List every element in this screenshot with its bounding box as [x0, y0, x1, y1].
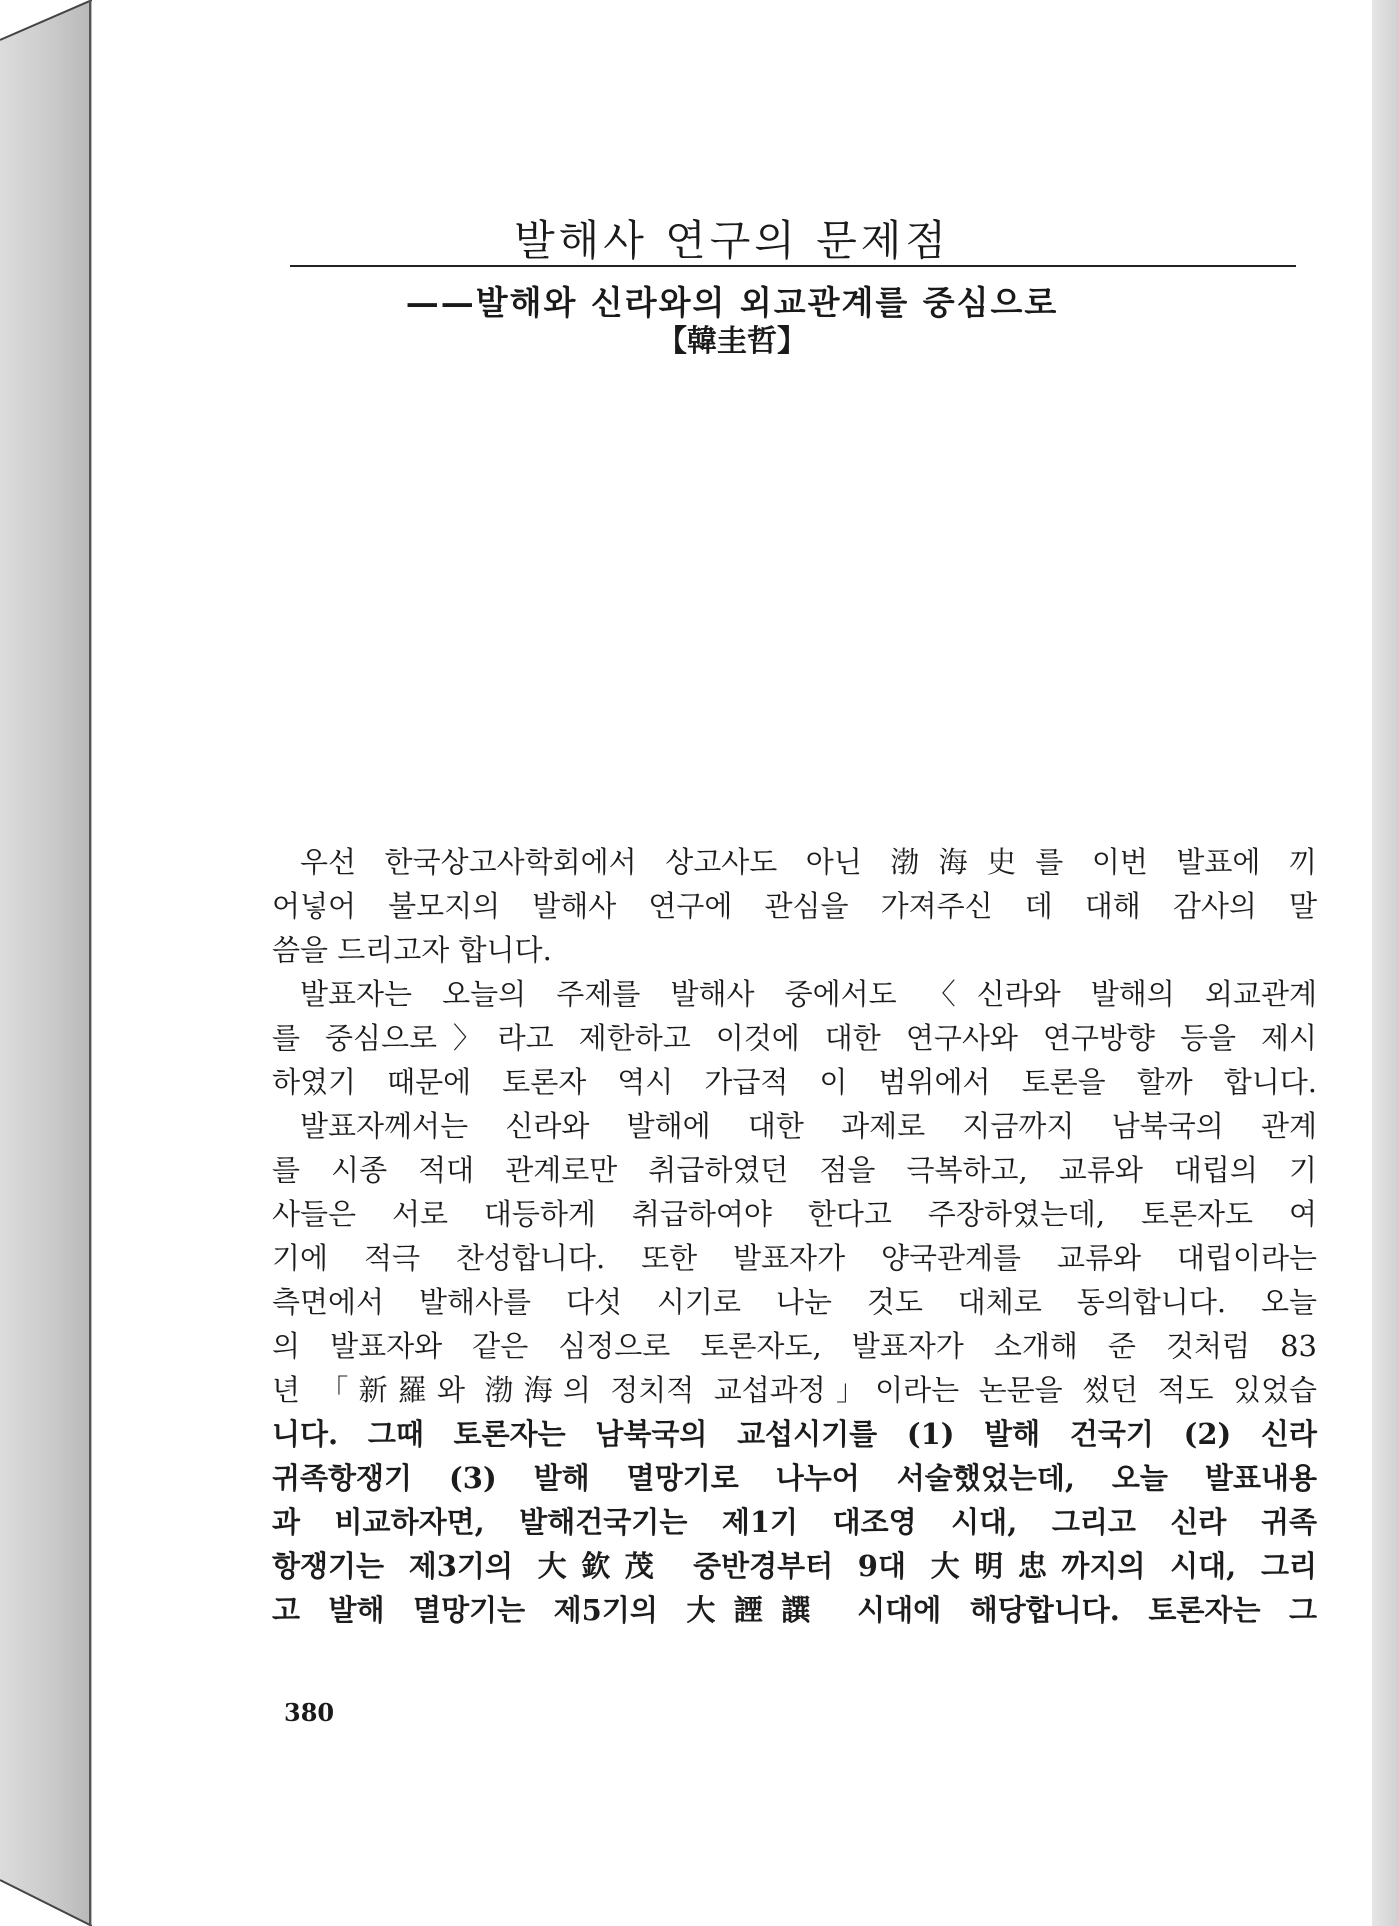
text-line: 니다. 그때 토론자는 남북국의 교섭시기를 (1) 발해 건국기 (2) 신라	[272, 1417, 1317, 1451]
book-page	[92, 5, 1372, 1915]
page-number: 380	[284, 1698, 335, 1727]
book-spine	[0, 0, 92, 1926]
text-line: 우선 한국상고사학회에서 상고사도 아닌 渤海史를 이번 발표에 끼	[300, 845, 1317, 879]
text-line: 어넣어 불모지의 발해사 연구에 관심을 가져주신 데 대해 감사의 말	[272, 889, 1317, 923]
document-title: 발해사 연구의 문제점	[514, 216, 950, 265]
document-subtitle: ——발해와 신라와의 외교관계를 중심으로	[405, 283, 1059, 322]
text-line: 기에 적극 찬성합니다. 또한 발표자가 양국관계를 교류와 대립이라는	[272, 1241, 1317, 1275]
body-text	[272, 840, 1317, 1632]
text-line: 의 발표자와 같은 심정으로 토론자도, 발표자가 소개해 준 것처럼 83	[272, 1329, 1317, 1363]
text-line: 발표자는 오늘의 주제를 발해사 중에서도 〈신라와 발해의 외교관계	[300, 977, 1317, 1011]
title-rule	[290, 265, 1296, 267]
text-line: 고 발해 멸망기는 제5기의 大諲譔 시대에 해당합니다. 토론자는 그	[272, 1593, 1317, 1627]
text-line: 씀을 드리고자 합니다.	[272, 933, 552, 967]
text-line: 를 시종 적대 관계로만 취급하였던 점을 극복하고, 교류와 대립의 기	[272, 1153, 1317, 1187]
text-line: 측면에서 발해사를 다섯 시기로 나눈 것도 대체로 동의합니다. 오늘	[272, 1285, 1317, 1319]
text-line: 귀족항쟁기 (3) 발해 멸망기로 나누어 서술했었는데, 오늘 발표내용	[272, 1461, 1317, 1495]
text-line: 항쟁기는 제3기의 大欽茂 중반경부터 9대 大明忠까지의 시대, 그리	[272, 1549, 1317, 1583]
text-line: 하였기 때문에 토론자 역시 가급적 이 범위에서 토론을 할까 합니다.	[272, 1065, 1317, 1099]
text-line: 과 비교하자면, 발해건국기는 제1기 대조영 시대, 그리고 신라 귀족	[272, 1505, 1317, 1539]
text-line: 년 「新羅와 渤海의 정치적 교섭과정」이라는 논문을 썼던 적도 있었습	[272, 1373, 1317, 1407]
text-line: 를 중심으로〉라고 제한하고 이것에 대한 연구사와 연구방향 등을 제시	[272, 1021, 1317, 1055]
text-line: 발표자께서는 신라와 발해에 대한 과제로 지금까지 남북국의 관계	[300, 1109, 1317, 1143]
text-line: 사들은 서로 대등하게 취급하여야 한다고 주장하였는데, 토론자도 여	[272, 1197, 1317, 1231]
author-name: 【韓圭哲】	[657, 324, 807, 359]
page-edge-shadow	[1372, 0, 1399, 1926]
